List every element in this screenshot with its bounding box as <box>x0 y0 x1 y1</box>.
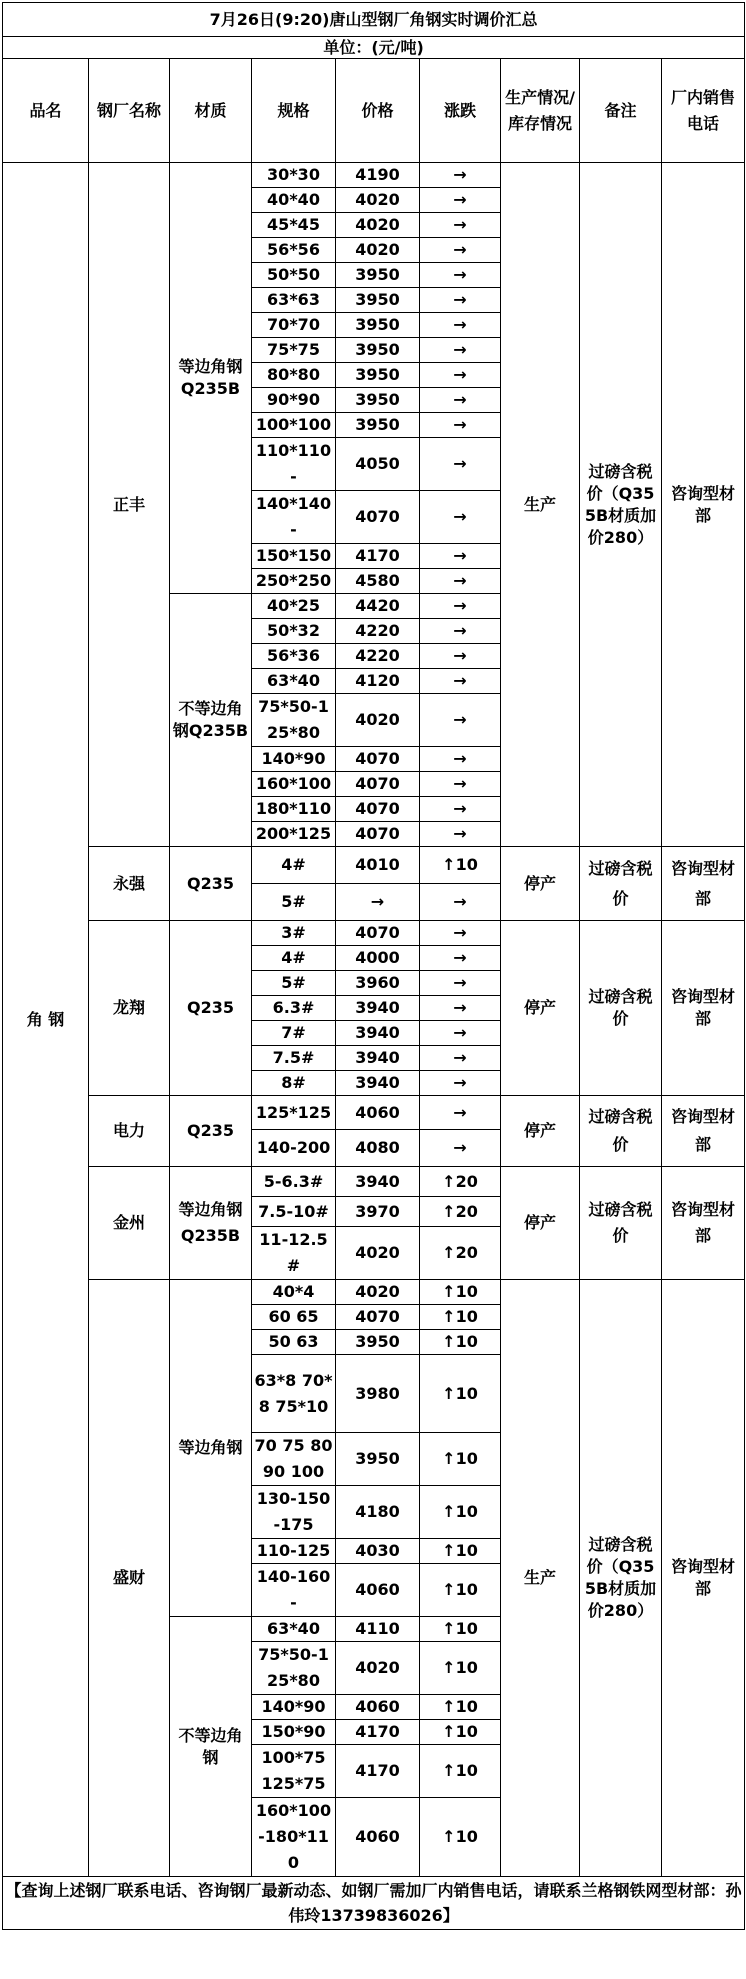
spec-cell: 63*40 <box>252 1617 336 1642</box>
header-price: 价格 <box>336 59 420 163</box>
change-cell: → <box>420 1021 501 1046</box>
table-row <box>3 1280 745 1305</box>
spec-cell: 7.5-10# <box>252 1197 336 1227</box>
change-cell: → <box>420 491 501 544</box>
price-cell: 3950 <box>336 313 420 338</box>
material-cell: Q235 <box>170 847 252 921</box>
change-cell: ↑10 <box>420 1433 501 1486</box>
change-cell: → <box>420 971 501 996</box>
spec-cell: 140*90 <box>252 1695 336 1720</box>
price-cell: 3940 <box>336 1021 420 1046</box>
spec-cell: 5# <box>252 971 336 996</box>
remark-cell: 过磅含税价（Q355B材质加价280） <box>580 1280 662 1877</box>
status-cell: 生产 <box>501 163 580 847</box>
price-cell: 4080 <box>336 1130 420 1167</box>
price-cell: 3950 <box>336 363 420 388</box>
change-cell: ↑10 <box>420 1280 501 1305</box>
table-row <box>3 1167 745 1197</box>
price-cell: 4060 <box>336 1564 420 1617</box>
price-cell: 3940 <box>336 996 420 1021</box>
change-cell: → <box>420 188 501 213</box>
spec-cell: 5# <box>252 884 336 921</box>
spec-cell: 130-150-175 <box>252 1486 336 1539</box>
change-cell: ↑20 <box>420 1227 501 1280</box>
table-row <box>3 847 745 884</box>
price-cell: 3980 <box>336 1355 420 1433</box>
phone-cell: 咨询型材部 <box>662 163 745 847</box>
change-cell: ↑10 <box>420 1539 501 1564</box>
remark-cell: 过磅含税价 <box>580 921 662 1096</box>
table-row <box>3 921 745 946</box>
remark-cell: 过磅含税价 <box>580 847 662 921</box>
price-cell: 4000 <box>336 946 420 971</box>
price-cell: 4020 <box>336 1642 420 1695</box>
header-mill: 钢厂名称 <box>89 59 170 163</box>
material-cell: 不等边角钢Q235B <box>170 594 252 847</box>
change-cell: → <box>420 213 501 238</box>
change-cell: → <box>420 996 501 1021</box>
change-cell: ↑10 <box>420 1617 501 1642</box>
change-cell: → <box>420 747 501 772</box>
status-cell: 停产 <box>501 847 580 921</box>
spec-cell: 60 65 <box>252 1305 336 1330</box>
change-cell: ↑10 <box>420 1564 501 1617</box>
mill-name-cell: 电力 <box>89 1096 170 1167</box>
price-cell: 3950 <box>336 263 420 288</box>
price-cell: 4050 <box>336 438 420 491</box>
price-cell: 3970 <box>336 1197 420 1227</box>
change-cell: → <box>420 822 501 847</box>
spec-cell: 180*110 <box>252 797 336 822</box>
header-remark: 备注 <box>580 59 662 163</box>
change-cell: ↑10 <box>420 1745 501 1798</box>
spec-cell: 30*30 <box>252 163 336 188</box>
price-cell: 4010 <box>336 847 420 884</box>
change-cell: → <box>420 438 501 491</box>
remark-cell: 过磅含税价（Q355B材质加价280） <box>580 163 662 847</box>
change-cell: ↑10 <box>420 1305 501 1330</box>
change-cell: ↑10 <box>420 847 501 884</box>
price-table <box>2 2 745 1930</box>
phone-cell: 咨询型材部 <box>662 1167 745 1280</box>
spec-cell: 7# <box>252 1021 336 1046</box>
spec-cell: 40*25 <box>252 594 336 619</box>
change-cell: ↑10 <box>420 1720 501 1745</box>
price-cell: 3950 <box>336 1433 420 1486</box>
status-cell: 生产 <box>501 1280 580 1877</box>
spec-cell: 6.3# <box>252 996 336 1021</box>
change-cell: → <box>420 413 501 438</box>
change-cell: ↑10 <box>420 1695 501 1720</box>
price-cell: 4120 <box>336 669 420 694</box>
price-cell: 4020 <box>336 694 420 747</box>
price-cell: 4190 <box>336 163 420 188</box>
phone-cell: 咨询型材部 <box>662 921 745 1096</box>
spec-cell: 100*100 <box>252 413 336 438</box>
spec-cell: 40*40 <box>252 188 336 213</box>
material-cell: Q235 <box>170 1096 252 1167</box>
price-cell: 4180 <box>336 1486 420 1539</box>
spec-cell: 3# <box>252 921 336 946</box>
price-cell: 4110 <box>336 1617 420 1642</box>
spec-cell: 45*45 <box>252 213 336 238</box>
price-cell: 3950 <box>336 413 420 438</box>
header-phone: 厂内销售电话 <box>662 59 745 163</box>
spec-cell: 150*150 <box>252 544 336 569</box>
price-cell: 4070 <box>336 797 420 822</box>
table-row <box>3 1096 745 1130</box>
spec-cell: 4# <box>252 847 336 884</box>
spec-cell: 70 75 80 90 100 <box>252 1433 336 1486</box>
material-cell: 等边角钢 <box>170 1280 252 1617</box>
price-cell: 4220 <box>336 644 420 669</box>
table-row <box>3 163 745 188</box>
change-cell: → <box>420 569 501 594</box>
mill-name-cell: 盛财 <box>89 1280 170 1877</box>
change-cell: ↑10 <box>420 1330 501 1355</box>
change-cell: → <box>420 797 501 822</box>
change-cell: → <box>420 1130 501 1167</box>
change-cell: → <box>420 694 501 747</box>
price-cell: 4020 <box>336 1227 420 1280</box>
spec-cell: 75*50-125*80 <box>252 1642 336 1695</box>
spec-cell: 250*250 <box>252 569 336 594</box>
remark-cell: 过磅含税价 <box>580 1096 662 1167</box>
spec-cell: 140-160- <box>252 1564 336 1617</box>
price-cell: 4060 <box>336 1096 420 1130</box>
change-cell: → <box>420 238 501 263</box>
change-cell: → <box>420 338 501 363</box>
change-cell: → <box>420 619 501 644</box>
spec-cell: 125*125 <box>252 1096 336 1130</box>
price-cell: 4070 <box>336 747 420 772</box>
price-cell: 4170 <box>336 1720 420 1745</box>
change-cell: → <box>420 1096 501 1130</box>
price-cell: 3940 <box>336 1071 420 1096</box>
price-cell: 4020 <box>336 1280 420 1305</box>
price-cell: 4220 <box>336 619 420 644</box>
spec-cell: 50*32 <box>252 619 336 644</box>
header-spec: 规格 <box>252 59 336 163</box>
spec-cell: 160*100-180*110 <box>252 1798 336 1877</box>
spec-cell: 90*90 <box>252 388 336 413</box>
footer-note: 【查询上述钢厂联系电话、咨询钢厂最新动态、如钢厂需加厂内销售电话，请联系兰格钢铁网型材部：孙伟玲13739836026】 <box>3 1877 745 1930</box>
spec-cell: 56*36 <box>252 644 336 669</box>
price-cell: 3960 <box>336 971 420 996</box>
change-cell: → <box>420 1046 501 1071</box>
status-cell: 停产 <box>501 1167 580 1280</box>
price-cell: → <box>336 884 420 921</box>
change-cell: → <box>420 594 501 619</box>
price-cell: 4070 <box>336 772 420 797</box>
spec-cell: 4# <box>252 946 336 971</box>
price-cell: 3940 <box>336 1167 420 1197</box>
spec-cell: 50*50 <box>252 263 336 288</box>
spec-cell: 140*90 <box>252 747 336 772</box>
spec-cell: 50 63 <box>252 1330 336 1355</box>
mill-name-cell: 龙翔 <box>89 921 170 1096</box>
price-cell: 3950 <box>336 288 420 313</box>
spec-cell: 63*63 <box>252 288 336 313</box>
price-cell: 4030 <box>336 1539 420 1564</box>
spec-cell: 200*125 <box>252 822 336 847</box>
price-cell: 4060 <box>336 1695 420 1720</box>
spec-cell: 63*40 <box>252 669 336 694</box>
change-cell: → <box>420 884 501 921</box>
spec-cell: 150*90 <box>252 1720 336 1745</box>
change-cell: → <box>420 544 501 569</box>
spec-cell: 110*110- <box>252 438 336 491</box>
spec-cell: 7.5# <box>252 1046 336 1071</box>
header-status: 生产情况/库存情况 <box>501 59 580 163</box>
price-cell: 3950 <box>336 388 420 413</box>
spec-cell: 75*75 <box>252 338 336 363</box>
change-cell: → <box>420 363 501 388</box>
unit-label: 单位：(元/吨) <box>3 37 745 59</box>
change-cell: → <box>420 921 501 946</box>
change-cell: → <box>420 772 501 797</box>
change-cell: → <box>420 388 501 413</box>
spec-cell: 160*100 <box>252 772 336 797</box>
spec-cell: 11-12.5# <box>252 1227 336 1280</box>
header-change: 涨跌 <box>420 59 501 163</box>
phone-cell: 咨询型材部 <box>662 1096 745 1167</box>
spec-cell: 63*8 70*8 75*10 <box>252 1355 336 1433</box>
change-cell: → <box>420 288 501 313</box>
change-cell: ↑10 <box>420 1642 501 1695</box>
change-cell: → <box>420 946 501 971</box>
header-material: 材质 <box>170 59 252 163</box>
status-cell: 停产 <box>501 921 580 1096</box>
price-cell: 4420 <box>336 594 420 619</box>
price-cell: 4070 <box>336 822 420 847</box>
spec-cell: 5-6.3# <box>252 1167 336 1197</box>
change-cell: ↑10 <box>420 1798 501 1877</box>
material-cell: 等边角钢Q235B <box>170 1167 252 1280</box>
change-cell: ↑20 <box>420 1167 501 1197</box>
change-cell: → <box>420 669 501 694</box>
price-cell: 3950 <box>336 338 420 363</box>
table-title: 7月26日(9:20)唐山型钢厂角钢实时调价汇总 <box>3 3 745 37</box>
spec-cell: 70*70 <box>252 313 336 338</box>
price-cell: 4020 <box>336 188 420 213</box>
spec-cell: 100*75 125*75 <box>252 1745 336 1798</box>
status-cell: 停产 <box>501 1096 580 1167</box>
price-cell: 4070 <box>336 1305 420 1330</box>
spec-cell: 110-125 <box>252 1539 336 1564</box>
phone-cell: 咨询型材部 <box>662 1280 745 1877</box>
price-cell: 4020 <box>336 213 420 238</box>
change-cell: → <box>420 1071 501 1096</box>
mill-name-cell: 永强 <box>89 847 170 921</box>
change-cell: → <box>420 163 501 188</box>
material-cell: 不等边角钢 <box>170 1617 252 1877</box>
price-cell: 4070 <box>336 921 420 946</box>
price-cell: 4170 <box>336 544 420 569</box>
change-cell: → <box>420 644 501 669</box>
price-cell: 3940 <box>336 1046 420 1071</box>
mill-name-cell: 金州 <box>89 1167 170 1280</box>
spec-cell: 8# <box>252 1071 336 1096</box>
price-cell: 3950 <box>336 1330 420 1355</box>
phone-cell: 咨询型材部 <box>662 847 745 921</box>
material-cell: 等边角钢Q235B <box>170 163 252 594</box>
price-cell: 4060 <box>336 1798 420 1877</box>
product-cell: 角 钢 <box>3 163 89 1877</box>
mill-name-cell: 正丰 <box>89 163 170 847</box>
spec-cell: 140-200 <box>252 1130 336 1167</box>
spec-cell: 75*50-125*80 <box>252 694 336 747</box>
change-cell: ↑10 <box>420 1355 501 1433</box>
change-cell: → <box>420 313 501 338</box>
material-cell: Q235 <box>170 921 252 1096</box>
price-cell: 4170 <box>336 1745 420 1798</box>
spec-cell: 40*4 <box>252 1280 336 1305</box>
header-product: 品名 <box>3 59 89 163</box>
spec-cell: 80*80 <box>252 363 336 388</box>
remark-cell: 过磅含税价 <box>580 1167 662 1280</box>
spec-cell: 56*56 <box>252 238 336 263</box>
change-cell: ↑20 <box>420 1197 501 1227</box>
spec-cell: 140*140- <box>252 491 336 544</box>
change-cell: ↑10 <box>420 1486 501 1539</box>
price-cell: 4580 <box>336 569 420 594</box>
price-cell: 4070 <box>336 491 420 544</box>
change-cell: → <box>420 263 501 288</box>
price-cell: 4020 <box>336 238 420 263</box>
